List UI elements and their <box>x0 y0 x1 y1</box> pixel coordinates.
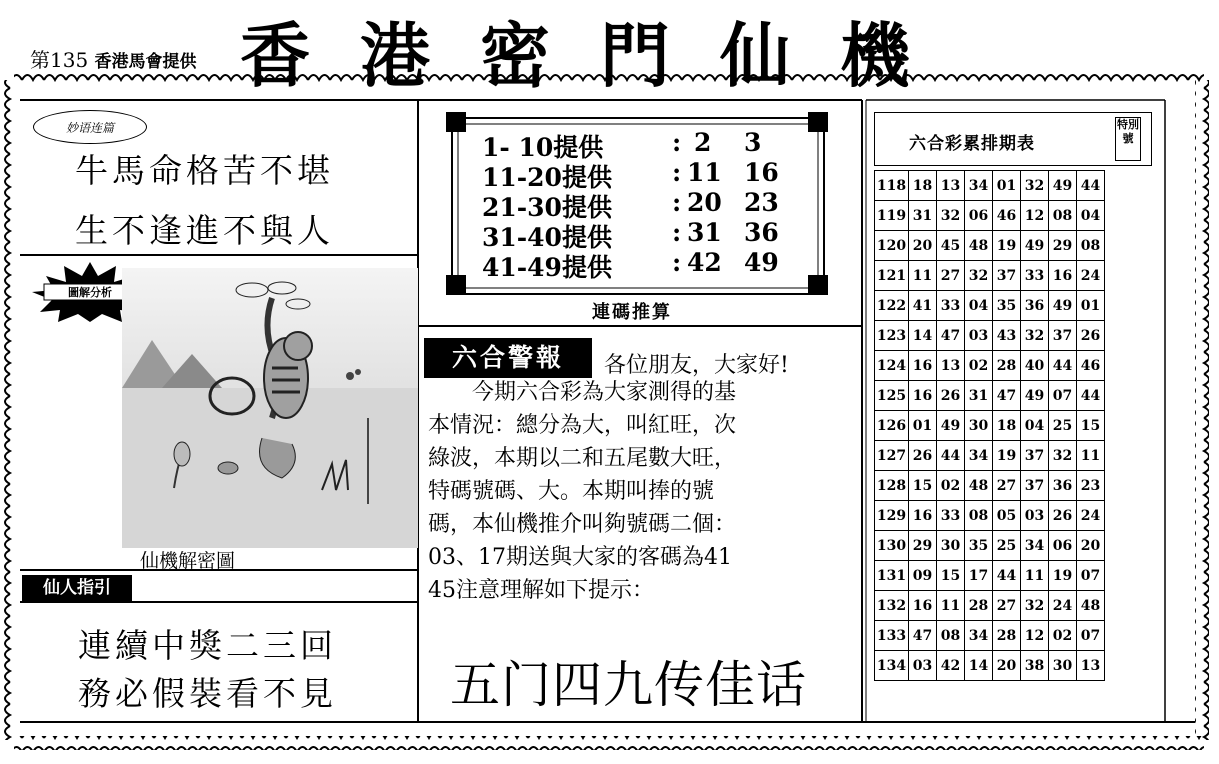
number-cell: 25 <box>993 531 1021 561</box>
calc-row-label: 31-40提供 <box>482 223 612 252</box>
article-line: 綠波，本期以二和五尾數大旺， <box>428 446 737 471</box>
number-cell: 33 <box>937 291 965 321</box>
table-row <box>875 231 1105 261</box>
number-cell: 29 <box>1049 231 1077 261</box>
calc-row <box>482 188 782 222</box>
number-cell: 44 <box>993 561 1021 591</box>
calc-row <box>482 248 782 282</box>
calc-value-a: 11 <box>687 158 722 187</box>
number-cell: 28 <box>965 591 993 621</box>
number-cell: 03 <box>909 651 937 681</box>
number-cell: 15 <box>937 561 965 591</box>
number-cell: 47 <box>993 381 1021 411</box>
number-cell: 16 <box>909 501 937 531</box>
special-number-cell: 07 <box>1077 561 1105 591</box>
number-cell: 32 <box>1021 591 1049 621</box>
period-cell: 130 <box>875 531 909 561</box>
calc-value-a: 2 <box>694 128 712 157</box>
number-cell: 30 <box>965 411 993 441</box>
number-cell: 32 <box>965 261 993 291</box>
calc-row-label: 41-49提供 <box>482 253 612 282</box>
calc-row-label: 11-20提供 <box>482 163 612 192</box>
number-cell: 04 <box>965 291 993 321</box>
table-row <box>875 441 1105 471</box>
riddle-illustration <box>122 268 418 548</box>
table-row <box>875 621 1105 651</box>
number-cell: 20 <box>993 651 1021 681</box>
calc-row <box>482 128 782 162</box>
article-line: 本情況：總分為大，叫紅旺，次 <box>428 413 737 438</box>
number-cell: 11 <box>937 591 965 621</box>
calc-value-b: 49 <box>744 248 779 277</box>
table-row <box>875 381 1105 411</box>
number-cell: 08 <box>937 621 965 651</box>
number-cell: 15 <box>909 471 937 501</box>
period-cell: 133 <box>875 621 909 651</box>
calc-value-a: 31 <box>687 218 722 247</box>
number-cell: 06 <box>965 201 993 231</box>
history-table-header <box>874 112 1152 166</box>
number-cell: 19 <box>993 231 1021 261</box>
number-cell: 06 <box>1049 531 1077 561</box>
calc-colon: : <box>672 128 682 157</box>
history-table <box>874 170 1105 681</box>
number-cell: 19 <box>1049 561 1077 591</box>
number-cell: 33 <box>937 501 965 531</box>
calc-value-b: 16 <box>744 158 779 187</box>
number-cell: 34 <box>965 441 993 471</box>
number-cell: 26 <box>1049 501 1077 531</box>
table-row <box>875 651 1105 681</box>
number-cell: 03 <box>965 321 993 351</box>
number-cell: 09 <box>909 561 937 591</box>
number-cell: 36 <box>1049 471 1077 501</box>
number-cell: 40 <box>1021 351 1049 381</box>
period-cell: 126 <box>875 411 909 441</box>
number-cell: 02 <box>965 351 993 381</box>
guide-line-2: 務必假裝看不見 <box>78 674 337 713</box>
number-cell: 49 <box>937 411 965 441</box>
alert-label: 六合警報 <box>424 338 592 378</box>
number-cell: 37 <box>1049 321 1077 351</box>
number-cell: 29 <box>909 531 937 561</box>
issue-number <box>30 44 197 73</box>
special-number-cell: 01 <box>1077 291 1105 321</box>
number-cell: 46 <box>993 201 1021 231</box>
number-cell: 37 <box>1021 441 1049 471</box>
number-cell: 04 <box>1021 411 1049 441</box>
number-cell: 16 <box>909 381 937 411</box>
alert-article <box>428 376 848 607</box>
special-number-tag: 特別號 <box>1115 117 1141 161</box>
starburst-label: 圖解分析 <box>68 286 112 299</box>
table-row <box>875 171 1105 201</box>
number-cell: 11 <box>909 261 937 291</box>
number-cell: 26 <box>909 441 937 471</box>
calc-colon: : <box>672 188 682 217</box>
special-number-cell: 23 <box>1077 471 1105 501</box>
number-cell: 32 <box>1049 441 1077 471</box>
number-cell: 49 <box>1021 381 1049 411</box>
period-cell: 134 <box>875 651 909 681</box>
number-cell: 34 <box>1021 531 1049 561</box>
period-cell: 119 <box>875 201 909 231</box>
poem-line-1: 牛馬命格苦不堪 <box>75 151 334 190</box>
special-number-cell: 20 <box>1077 531 1105 561</box>
number-cell: 12 <box>1021 201 1049 231</box>
number-cell: 16 <box>909 591 937 621</box>
number-cell: 07 <box>1049 381 1077 411</box>
article-line: 今期六合彩為大家測得的基 <box>428 380 737 405</box>
slogan: 五门四九传佳话 <box>450 656 807 714</box>
calc-colon: : <box>672 248 682 277</box>
table-row <box>875 351 1105 381</box>
number-cell: 44 <box>1049 351 1077 381</box>
number-cell: 41 <box>909 291 937 321</box>
number-cell: 25 <box>1049 411 1077 441</box>
poem-badge: 妙语连篇 <box>33 110 147 144</box>
number-cell: 48 <box>965 471 993 501</box>
calc-value-b: 23 <box>744 188 779 217</box>
special-number-cell: 11 <box>1077 441 1105 471</box>
number-cell: 18 <box>909 171 937 201</box>
calc-colon: : <box>672 218 682 247</box>
table-row <box>875 501 1105 531</box>
number-cell: 24 <box>1049 591 1077 621</box>
number-cell: 18 <box>993 411 1021 441</box>
special-number-cell: 24 <box>1077 501 1105 531</box>
special-number-cell: 46 <box>1077 351 1105 381</box>
number-cell: 33 <box>1021 261 1049 291</box>
number-cell: 08 <box>965 501 993 531</box>
number-cell: 01 <box>993 171 1021 201</box>
special-number-cell: 15 <box>1077 411 1105 441</box>
calc-title: 連碼推算 <box>592 302 672 323</box>
number-cell: 27 <box>993 471 1021 501</box>
number-cell: 17 <box>965 561 993 591</box>
table-row <box>875 291 1105 321</box>
number-cell: 31 <box>965 381 993 411</box>
period-cell: 129 <box>875 501 909 531</box>
number-cell: 38 <box>1021 651 1049 681</box>
number-cell: 32 <box>1021 321 1049 351</box>
period-cell: 120 <box>875 231 909 261</box>
special-number-cell: 44 <box>1077 381 1105 411</box>
number-cell: 26 <box>937 381 965 411</box>
number-cell: 45 <box>937 231 965 261</box>
table-row <box>875 201 1105 231</box>
number-cell: 13 <box>937 351 965 381</box>
number-cell: 02 <box>937 471 965 501</box>
period-cell: 123 <box>875 321 909 351</box>
number-cell: 16 <box>909 351 937 381</box>
number-cell: 28 <box>993 351 1021 381</box>
number-cell: 32 <box>1021 171 1049 201</box>
table-row <box>875 531 1105 561</box>
calc-box <box>482 128 782 282</box>
number-cell: 30 <box>937 531 965 561</box>
special-number-cell: 48 <box>1077 591 1105 621</box>
special-number-cell: 24 <box>1077 261 1105 291</box>
number-cell: 34 <box>965 621 993 651</box>
number-cell: 34 <box>965 171 993 201</box>
number-cell: 08 <box>1049 201 1077 231</box>
table-row <box>875 471 1105 501</box>
special-number-cell: 13 <box>1077 651 1105 681</box>
number-cell: 36 <box>1021 291 1049 321</box>
number-cell: 13 <box>937 171 965 201</box>
article-line: 03、17期送與大家的客碼為41 <box>428 545 732 570</box>
calc-value-a: 42 <box>687 248 722 277</box>
number-cell: 27 <box>993 591 1021 621</box>
period-cell: 121 <box>875 261 909 291</box>
calc-value-b: 3 <box>744 128 762 157</box>
number-cell: 35 <box>965 531 993 561</box>
special-number-cell: 26 <box>1077 321 1105 351</box>
calc-row <box>482 218 782 252</box>
number-cell: 47 <box>909 621 937 651</box>
calc-colon: : <box>672 158 682 187</box>
period-cell: 125 <box>875 381 909 411</box>
alert-greeting: 各位朋友，大家好! <box>604 353 789 378</box>
page-title: 香港密門仙機 <box>240 14 960 97</box>
guide-line-1: 連續中獎二三回 <box>78 626 337 665</box>
number-cell: 14 <box>909 321 937 351</box>
number-cell: 37 <box>1021 471 1049 501</box>
number-cell: 47 <box>937 321 965 351</box>
table-row <box>875 411 1105 441</box>
guide-label: 仙人指引 <box>22 575 132 601</box>
article-line: 特碼號碼、大。本期叫捧的號 <box>428 479 715 504</box>
special-number-cell: 44 <box>1077 171 1105 201</box>
number-cell: 35 <box>993 291 1021 321</box>
number-cell: 03 <box>1021 501 1049 531</box>
table-row <box>875 591 1105 621</box>
history-table-title: 六合彩累排期表 <box>909 134 1035 154</box>
number-cell: 14 <box>965 651 993 681</box>
calc-row-label: 21-30提供 <box>482 193 612 222</box>
special-number-cell: 08 <box>1077 231 1105 261</box>
number-cell: 12 <box>1021 621 1049 651</box>
number-cell: 30 <box>1049 651 1077 681</box>
article-line: 碼，本仙機推介叫夠號碼二個： <box>428 512 737 537</box>
issue-label: 第135 <box>30 48 89 72</box>
number-cell: 11 <box>1021 561 1049 591</box>
number-cell: 32 <box>937 201 965 231</box>
number-cell: 19 <box>993 441 1021 471</box>
number-cell: 49 <box>1049 171 1077 201</box>
table-row <box>875 261 1105 291</box>
number-cell: 48 <box>965 231 993 261</box>
number-cell: 42 <box>937 651 965 681</box>
period-cell: 132 <box>875 591 909 621</box>
number-cell: 28 <box>993 621 1021 651</box>
special-number-cell: 04 <box>1077 201 1105 231</box>
calc-row <box>482 158 782 192</box>
number-cell: 02 <box>1049 621 1077 651</box>
period-cell: 131 <box>875 561 909 591</box>
period-cell: 118 <box>875 171 909 201</box>
illustration-caption: 仙機解密圖 <box>140 550 236 572</box>
calc-value-a: 20 <box>687 188 722 217</box>
poem-line-2: 生不逢進不與人 <box>75 211 334 250</box>
number-cell: 37 <box>993 261 1021 291</box>
number-cell: 20 <box>909 231 937 261</box>
calc-value-b: 36 <box>744 218 779 247</box>
number-cell: 16 <box>1049 261 1077 291</box>
number-cell: 27 <box>937 261 965 291</box>
special-number-cell: 07 <box>1077 621 1105 651</box>
period-cell: 124 <box>875 351 909 381</box>
number-cell: 49 <box>1021 231 1049 261</box>
article-line: 45注意理解如下提示： <box>428 578 654 603</box>
period-cell: 127 <box>875 441 909 471</box>
provider-label: 香港馬會提供 <box>94 52 197 72</box>
number-cell: 05 <box>993 501 1021 531</box>
table-row <box>875 561 1105 591</box>
table-row <box>875 321 1105 351</box>
number-cell: 49 <box>1049 291 1077 321</box>
number-cell: 44 <box>937 441 965 471</box>
number-cell: 31 <box>909 201 937 231</box>
number-cell: 01 <box>909 411 937 441</box>
number-cell: 43 <box>993 321 1021 351</box>
period-cell: 128 <box>875 471 909 501</box>
calc-row-label: 1- 10提供 <box>482 133 604 162</box>
period-cell: 122 <box>875 291 909 321</box>
